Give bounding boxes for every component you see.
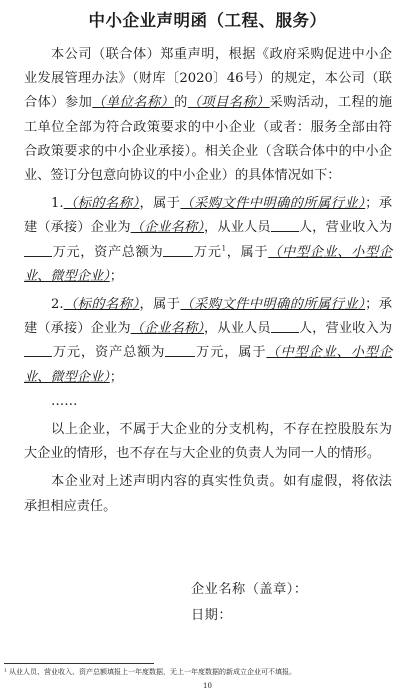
- enterprise-size-field: （中型企业、小型企业、微型企业）: [24, 244, 393, 284]
- item-text: ；承建（承接）企业为: [24, 196, 393, 236]
- enterprise-size-field: （中型企业、小型企业、微型企业）: [24, 345, 393, 385]
- declaration-body: [24, 43, 392, 519]
- assets-blank: [165, 342, 195, 357]
- industry-field: （采购文件中明确的所属行业）: [180, 196, 366, 212]
- footnote-marker: 1: [221, 244, 227, 253]
- item-text: ，从业人员: [204, 321, 271, 337]
- company-seal-label: 企业名称（盖章）：: [191, 582, 308, 597]
- item-text: ；: [109, 268, 123, 284]
- company-name-field: （企业名称）: [130, 321, 205, 337]
- footnote-divider: [4, 663, 154, 664]
- item-text: 万元: [193, 244, 222, 260]
- enterprise-item-2: [24, 293, 392, 390]
- item-text: 人，营业收入为: [298, 220, 393, 236]
- unit-name-field: （单位名称）: [92, 95, 175, 111]
- subject-name-field: （标的名称）: [63, 196, 140, 212]
- industry-field: （采购文件中明确的所属行业）: [180, 297, 366, 313]
- item-text: ；: [109, 369, 123, 385]
- footnote: ¹ 从业人员、营业收入、资产总额填报上一年度数据，无上一年度数据的新成立企业可不填报。: [4, 668, 297, 676]
- revenue-blank: [24, 342, 52, 357]
- item-text: 万元，资产总额为: [52, 244, 164, 260]
- item-text: ，属于: [139, 297, 181, 313]
- employees-blank: [271, 318, 299, 333]
- page-title: 中小企业声明函（工程、服务）: [88, 11, 327, 30]
- item-number: 1.: [51, 196, 64, 212]
- item-text: 万元，属于: [195, 345, 267, 361]
- item-number: 2.: [51, 297, 64, 313]
- item-text: ，属于: [226, 244, 269, 260]
- ellipsis: ……: [51, 393, 78, 409]
- non-affiliation-paragraph: 以上企业，不属于大企业的分支机构，不存在控股股东为大企业的情形，也不存在与大企业的负责人为同一人的情形。: [24, 422, 392, 462]
- item-text: ；承建（承接）企业为: [24, 297, 393, 337]
- date-label: 日期：: [191, 608, 233, 623]
- enterprise-item-1: [24, 192, 392, 289]
- intro-text-b: 的: [174, 95, 188, 111]
- intro-paragraph: [24, 43, 392, 188]
- assets-blank: [163, 242, 193, 257]
- item-text: 人，营业收入为: [298, 321, 393, 337]
- company-name-field: （企业名称）: [130, 220, 205, 236]
- revenue-blank: [24, 242, 52, 257]
- subject-name-field: （标的名称）: [63, 297, 140, 313]
- item-text: 万元，资产总额为: [52, 345, 166, 361]
- project-name-field: （项目名称）: [187, 95, 270, 111]
- item-text: ，属于: [139, 196, 181, 212]
- intro-text-c: 采购活动，工程的施工单位全部为符合政策要求的中小企业（或者：服务全部由符合政策要求的中小企业承接）。相关企业（含联合体中的中小企业、签订分包意向协议的中小企业）的具体情况如下：: [24, 95, 393, 184]
- item-text: ，从业人员: [204, 220, 271, 236]
- responsibility-paragraph: 本企业对上述声明内容的真实性负责。如有虚假，将依法承担相应责任。: [24, 474, 392, 514]
- intro-text-a: 本公司（联合体）郑重声明，根据《政府采购促进中小企业发展管理办法》（财库〔2020〕46号）的规定，本公司（联合体）参加: [24, 47, 392, 111]
- page-number: 10: [203, 682, 212, 690]
- employees-blank: [271, 217, 299, 232]
